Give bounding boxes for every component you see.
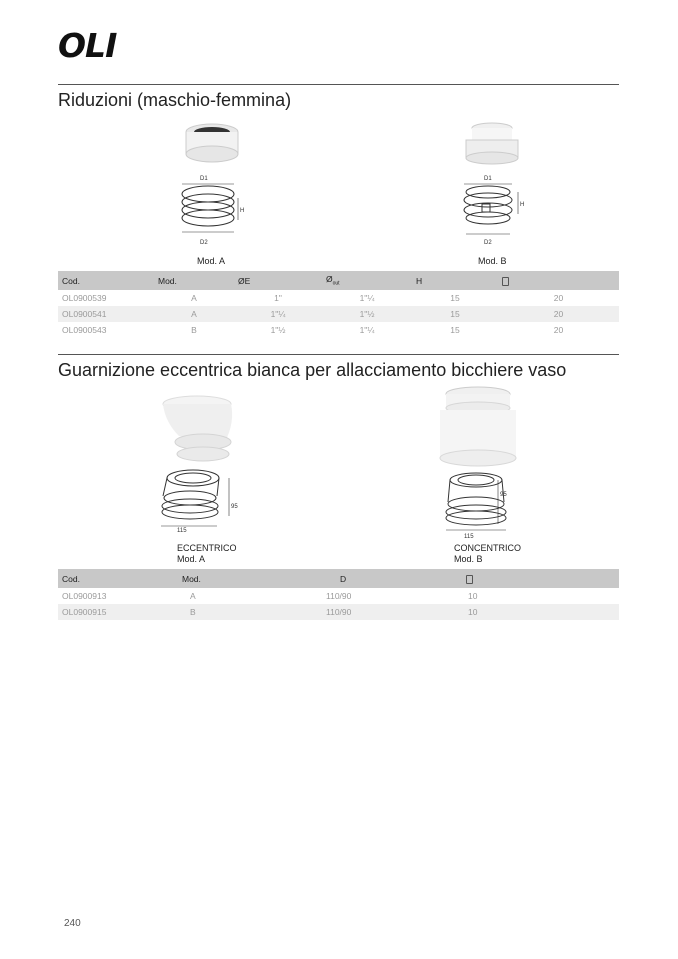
cell-mod: A bbox=[190, 591, 196, 601]
table-row bbox=[58, 290, 619, 306]
eccentrico-height-label: 95 bbox=[231, 504, 238, 510]
concentrico-name: CONCENTRICO bbox=[454, 543, 521, 553]
header-out-label: Ø bbox=[326, 274, 333, 285]
eccentrico-product-image bbox=[155, 392, 255, 537]
table-header-row bbox=[58, 569, 619, 588]
cell-h: 15 bbox=[450, 293, 460, 303]
cell-mod: A bbox=[191, 309, 197, 319]
mod-b-h-label: H bbox=[520, 202, 525, 208]
cell-out: 1"½ bbox=[359, 309, 375, 319]
cell-mod: B bbox=[190, 607, 196, 617]
cell-mod: A bbox=[191, 293, 197, 303]
eccentrico-width-label: 115 bbox=[177, 528, 187, 534]
mod-a-caption: Mod. A bbox=[197, 256, 226, 266]
cell-d: 110/90 bbox=[326, 591, 352, 601]
cell-cod: OL0900913 bbox=[62, 591, 107, 601]
package-icon bbox=[502, 277, 509, 286]
header-cod: Cod. bbox=[62, 573, 80, 584]
mod-a-d1-label: D1 bbox=[200, 176, 208, 182]
concentrico-product-image bbox=[432, 384, 532, 544]
header-e: ØE bbox=[238, 275, 251, 286]
cell-e: 1"¼ bbox=[270, 309, 286, 319]
cell-out: 1"¼ bbox=[359, 293, 375, 303]
eccentrico-caption bbox=[177, 543, 237, 565]
mod-b-d1-label: D1 bbox=[484, 176, 492, 182]
cell-e: 1" bbox=[274, 293, 282, 303]
header-mod: Mod. bbox=[158, 275, 177, 286]
table-header-row bbox=[58, 271, 619, 290]
concentrico-caption bbox=[454, 543, 521, 565]
header-out bbox=[322, 271, 412, 290]
mod-b-d2-label: D2 bbox=[484, 240, 492, 246]
cell-pkg: 20 bbox=[553, 325, 564, 335]
table-row bbox=[58, 588, 619, 604]
mod-b-caption: Mod. B bbox=[478, 256, 507, 266]
cell-h: 15 bbox=[450, 325, 460, 335]
table-row bbox=[58, 306, 619, 322]
cell-pkg: 10 bbox=[468, 607, 478, 617]
cell-out: 1"¼ bbox=[359, 325, 375, 335]
mod-a-d2-label: D2 bbox=[200, 240, 208, 246]
page-number: 240 bbox=[64, 918, 81, 929]
eccentrico-name: ECCENTRICO bbox=[177, 543, 237, 553]
table-row bbox=[58, 604, 619, 620]
cell-cod: OL0900539 bbox=[62, 293, 107, 303]
mod-a-product-image bbox=[172, 122, 262, 252]
package-icon bbox=[466, 575, 473, 584]
concentrico-width-label: 115 bbox=[464, 534, 474, 540]
brand-logo: OLI bbox=[58, 26, 117, 65]
cell-cod: OL0900541 bbox=[62, 309, 107, 319]
cell-e: 1"½ bbox=[270, 325, 286, 335]
cell-h: 15 bbox=[450, 309, 460, 319]
header-mod: Mod. bbox=[182, 573, 201, 584]
cell-pkg: 20 bbox=[553, 293, 564, 303]
cell-cod: OL0900915 bbox=[62, 607, 107, 617]
mod-b-product-image bbox=[460, 122, 540, 252]
concentrico-mod: Mod. B bbox=[454, 554, 483, 564]
cell-pkg: 20 bbox=[553, 309, 564, 319]
section2-title: Guarnizione eccentrica bianca per allacciamento bicchiere vaso bbox=[58, 360, 567, 380]
eccentrico-mod: Mod. A bbox=[177, 554, 206, 564]
section1-title: Riduzioni (maschio-femmina) bbox=[58, 90, 292, 110]
section2-rule bbox=[58, 354, 619, 355]
cell-pkg: 10 bbox=[468, 591, 478, 601]
header-pkg bbox=[436, 569, 619, 588]
header-pkg bbox=[498, 271, 619, 290]
cell-cod: OL0900543 bbox=[62, 325, 107, 335]
cell-mod: B bbox=[191, 325, 197, 335]
section1-rule bbox=[58, 84, 619, 85]
cell-d: 110/90 bbox=[326, 607, 352, 617]
header-h: H bbox=[416, 275, 423, 286]
header-d: D bbox=[340, 573, 347, 584]
section1-table bbox=[58, 271, 619, 338]
table-row bbox=[58, 322, 619, 338]
section2-table bbox=[58, 569, 619, 620]
header-cod: Cod. bbox=[62, 275, 80, 286]
concentrico-height-label: 95 bbox=[500, 492, 507, 498]
header-out-sub: out bbox=[332, 280, 340, 287]
mod-a-h-label: H bbox=[240, 208, 245, 214]
